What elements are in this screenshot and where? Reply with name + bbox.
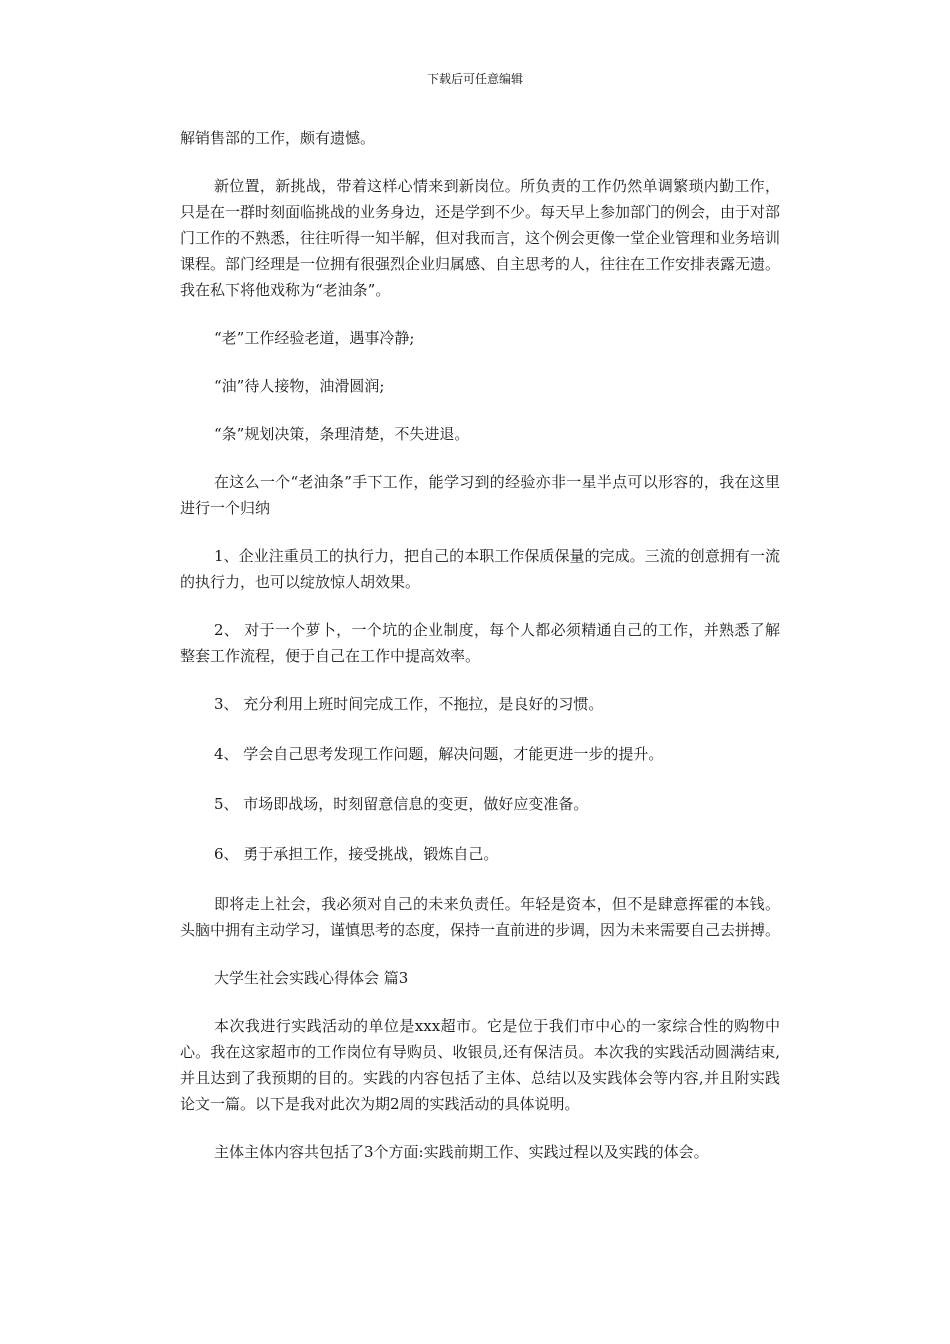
paragraph-conclusion: 即将走上社会，我必须对自己的未来负责任。年轻是资本，但不是肆意挥霍的本钱。头脑中拥有主动学习，谨慎思考的态度，保持一直前进的步调，因为未来需要自己去拼搏。 (180, 895, 781, 939)
paragraph-new-position: 新位置，新挑战，带着这样心情来到新岗位。所负责的工作仍然单调繁琐内勤工作，只是在一群时刻面临挑战的业务身边，还是学到不少。每天早上参加部门的例会，由于对部门工作的不熟悉，往往听得一知半解，但对我而言，这个例会更像一堂企业管理和业务培训课程。部门经理是一位拥有很强烈企业归属感、自主思考的人，往往在工作安排表露无遗。我在私下将他戏称为“老油条”。 (180, 177, 781, 299)
paragraph-practice-unit: 本次我进行实践活动的单位是xxx超市。它是位于我们市中心的一家综合性的购物中心。我在这家超市的工作岗位有导购员、收银员,还有保洁员。本次我的实践活动圆满结束,并且达到了我预期的目的。实践的内容包括了主体、总结以及实践体会等内容,并且附实践论文一篇。以下是我对此次为期2周的实践活动的具体说明。 (180, 1017, 780, 1113)
list-item: 6、 勇于承担工作，接受挑战，锻炼自己。 (214, 845, 499, 863)
list-item: 3、 充分利用上班时间完成工作，不拖拉，是良好的习惯。 (214, 695, 604, 713)
list-item: 1、企业注重员工的执行力，把自己的本职工作保质保量的完成。三流的创意拥有一流的执行力，也可以绽放惊人胡效果。 (180, 547, 780, 591)
paragraph-summary-intro: 在这么一个“老油条”手下工作，能学习到的经验亦非一星半点可以形容的，我在这里进行一个归纳 (180, 473, 780, 517)
section-title: 大学生社会实践心得体会 篇3 (214, 969, 409, 987)
page-header: 下载后可任意编辑 (426, 72, 523, 86)
list-item: 2、 对于一个萝卜，一个坑的企业制度，每个人都必须精通自己的工作，并熟悉了解整套工作流程，便于自己在工作中提高效率。 (180, 621, 780, 665)
paragraph-you: “油”待人接物，油滑圆润; (214, 377, 385, 395)
paragraph-main-content: 主体主体内容共包括了3个方面:实践前期工作、实践过程以及实践的体会。 (214, 1143, 709, 1161)
paragraph-tiao: “条”规划决策，条理清楚，不失进退。 (214, 425, 470, 443)
document-body (180, 125, 780, 1187)
list-item: 5、 市场即战场，时刻留意信息的变更，做好应变准备。 (214, 795, 589, 813)
paragraph-continuation: 解销售部的工作，颇有遗憾。 (180, 129, 376, 147)
list-item: 4、 学会自己思考发现工作问题，解决问题，才能更进一步的提升。 (214, 745, 664, 763)
paragraph-lao: “老”工作经验老道，遇事冷静; (214, 329, 415, 347)
